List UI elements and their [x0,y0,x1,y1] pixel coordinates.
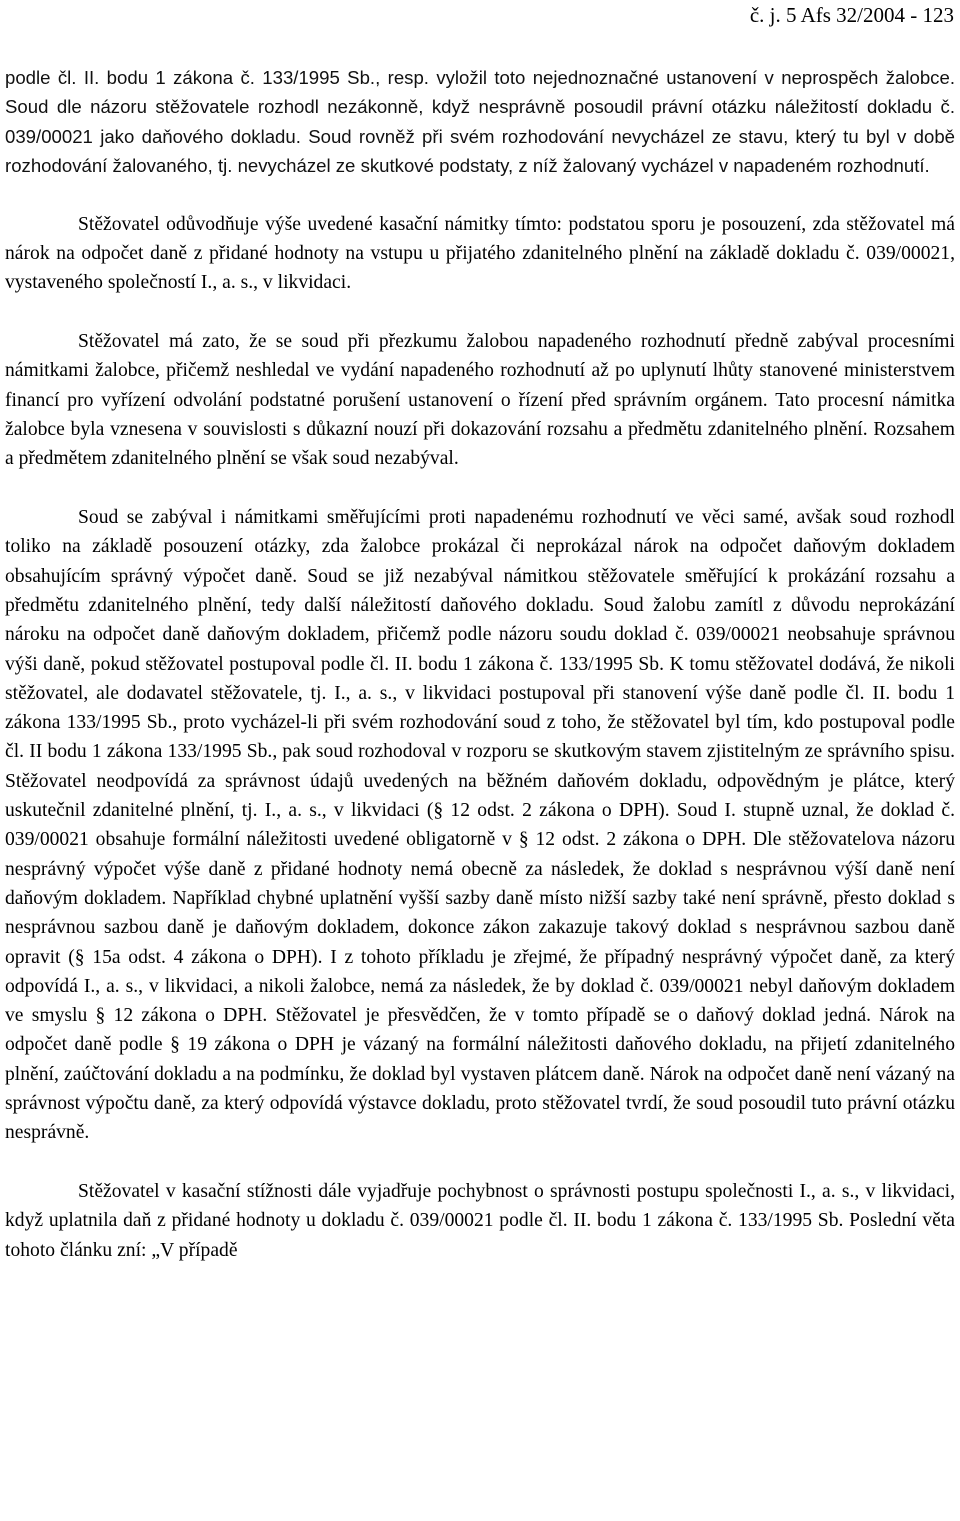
document-body [5,63,955,1265]
paragraph-objections: Stěžovatel odůvodňuje výše uvedené kasační námitky tímto: podstatou sporu je posouzení, zda stěžovatel má nárok na odpočet daně z přidané hodnoty na vstupu u přijatého zdanitelného plnění na základě dokladu č. 039/00021, vystaveného společností I., a. s., v likvidaci. [5,213,955,294]
paragraph-continuation: podle čl. II. bodu 1 zákona č. 133/1995 Sb., resp. vyložil toto nejednoznačné ustanovení v neprospěch žalobce. Soud dle názoru stěžovatele rozhodl nezákonně, když nesprávně posoudil právní otázku náležitostí dokladu č. 039/00021 jako daňového dokladu. Soud rovněž při svém rozhodování nevycházel ze stavu, který tu byl v době rozhodování žalovaného, tj. nevycházel ze skutkové podstaty, z níž žalovaný vycházel v napadeném rozhodnutí. [5,67,955,176]
paragraph-procedural: Stěžovatel má zato, že se soud při přezkumu žalobou napadeného rozhodnutí předně zabýval procesními námitkami žalobce, přičemž neshledal ve vydání napadeného rozhodnutí až po uplynutí lhůty stanovené ministerstvem financí pro vyřízení odvolání podstatné porušení ustanovení o řízení před správním orgánem. Tato procesní námitka žalobce byla vznesena v souvislosti s důkazní nouzí při dokazování rozsahu a předmětu zdanitelného plnění. Rozsahem a předmětem zdanitelného plnění se však soud nezabýval. [5,331,955,470]
paragraph-doubt: Stěžovatel v kasační stížnosti dále vyjadřuje pochybnost o správnosti postupu společnosti I., a. s., v likvidaci, když uplatnila daň z přidané hodnoty u dokladu č. 039/00021 podle čl. II. bodu 1 zákona č. 133/1995 Sb. Poslední věta tohoto článku zní: „V případě [5,1181,955,1261]
paragraph-merits: Soud se zabýval i námitkami směřujícími proti napadenému rozhodnutí ve věci samé, avšak soud rozhodl toliko na základě posouzení otázky, zda žalobce prokázal či neprokázal nárok na odpočet daňovým dokladem obsahujícím správný výpočet daně. Soud se již nezabýval námitkou stěžovatele směřující k prokázání rozsahu a předmětu zdanitelného plnění, tedy další náležitostí daňového dokladu. Soud žalobu zamítl z důvodu neprokázání nároku na odpočet daně daňovým dokladem, přičemž podle názoru soudu doklad č. 039/00021 neobsahuje správnou výši daně, pokud stěžovatel postupoval podle čl. II. bodu 1 zákona č. 133/1995 Sb. K tomu stěžovatel dodává, že nikoli stěžovatel, ale dodavatel stěžovatele, tj. I., a. s., v likvidaci postupoval při stanovení výše daně podle čl. II. bodu 1 zákona 133/1995 Sb., proto vycházel-li při svém rozhodování soud z toho, že stěžovatel byl tím, kdo postupoval podle čl. II bodu 1 zákona 133/1995 Sb., pak soud rozhodoval v rozporu se skutkovým stavem zjistitelným ze správního spisu. Stěžovatel neodpovídá za správnost údajů uvedených na běžném daňovém dokladu, odpovědným je plátce, který uskutečnil zdanitelné plnění, tj. I., a. s., v likvidaci (§ 12 odst. 2 zákona o DPH). Soud I. stupně uznal, že doklad č. 039/00021 obsahuje formální náležitosti uvedené obligatorně v § 12 odst. 2 zákona o DPH. Dle stěžovatelova názoru nesprávný výpočet výše daně z přidané hodnoty nemá obecně za následek, že doklad s nesprávnou výší daně není daňovým dokladem. Například chybné uplatnění vyšší sazby daně místo nižší sazby také není správně, přesto doklad s nesprávnou sazbou daně je daňovým dokladem, dokonce zákon zakazuje takový doklad s nesprávnou sazbou daně opravit (§ 15a odst. 4 zákona o DPH). I z tohoto příkladu je zřejmé, že případný nesprávný výpočet daně, za který odpovídá I., a. s., v likvidaci, a nikoli žalobce, nemá za následek, že by doklad č. 039/00021 nebyl daňovým dokladem ve smyslu § 12 zákona o DPH. Stěžovatel je přesvědčen, že v tomto případě se o daňový doklad jedná. Nárok na odpočet daně podle § 19 zákona o DPH je vázaný na formální náležitosti daňového dokladu, na přijetí zdanitelného plnění, zaúčtování dokladu a na podmínku, že doklad byl vystaven plátcem daně. Nárok na odpočet daně není vázaný na správnost výpočtu daně, za který odpovídá výstavce dokladu, proto stěžovatel tvrdí, že soud posoudil tuto právní otázku nesprávně. [5,507,955,1144]
case-number-header: č. j. 5 Afs 32/2004 - 123 [749,3,954,27]
